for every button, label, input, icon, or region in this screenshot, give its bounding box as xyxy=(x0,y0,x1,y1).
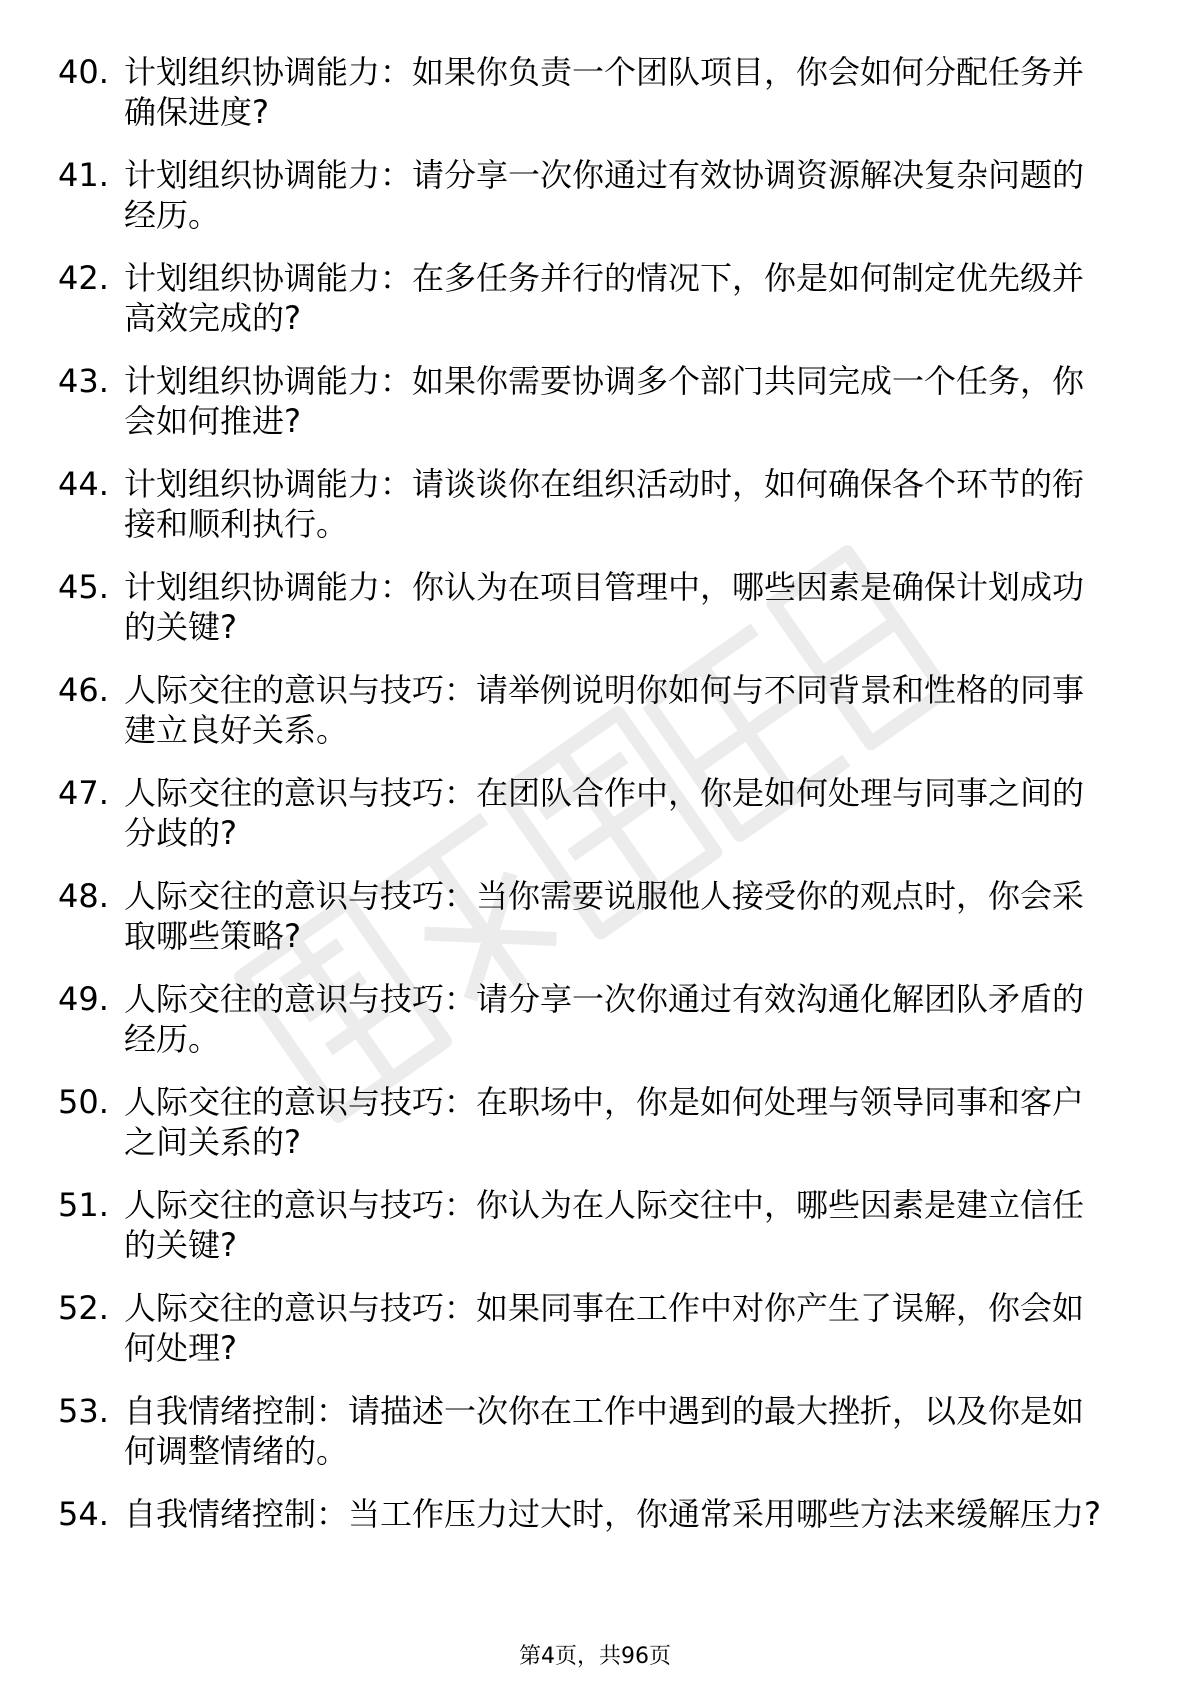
question-item xyxy=(58,876,1118,979)
question-text: 计划组织协调能力：请分享一次你通过有效协调资源解决复杂问题的经历。 xyxy=(124,156,1085,234)
question-number: 48. xyxy=(58,877,109,915)
question-text: 人际交往的意识与技巧：在团队合作中，你是如何处理与同事之间的分歧的? xyxy=(124,774,1085,852)
question-text: 人际交往的意识与技巧：在职场中，你是如何处理与领导同事和客户之间关系的? xyxy=(124,1083,1085,1161)
question-item xyxy=(58,52,1118,155)
question-item xyxy=(58,1185,1118,1288)
question-text: 人际交往的意识与技巧：请举例说明你如何与不同背景和性格的同事建立良好关系。 xyxy=(124,671,1085,749)
question-number: 43. xyxy=(58,362,109,400)
question-text: 人际交往的意识与技巧：你认为在人际交往中，哪些因素是建立信任的关键? xyxy=(124,1186,1085,1264)
question-list xyxy=(58,52,1118,1597)
question-text: 计划组织协调能力：请谈谈你在组织活动时，如何确保各个环节的衔接和顺利执行。 xyxy=(124,465,1085,543)
question-text: 自我情绪控制：请描述一次你在工作中遇到的最大挫折，以及你是如何调整情绪的。 xyxy=(124,1392,1085,1470)
question-number: 49. xyxy=(58,980,109,1018)
question-number: 45. xyxy=(58,568,109,606)
question-number: 40. xyxy=(58,53,109,91)
question-text: 自我情绪控制：当工作压力过大时，你通常采用哪些方法来缓解压力? xyxy=(124,1495,1101,1533)
question-text: 计划组织协调能力：如果你需要协调多个部门共同完成一个任务，你会如何推进? xyxy=(124,362,1085,440)
question-text: 计划组织协调能力：在多任务并行的情况下，你是如何制定优先级并高效完成的? xyxy=(124,259,1085,337)
question-number: 54. xyxy=(58,1495,109,1533)
question-item xyxy=(58,1494,1118,1597)
question-item xyxy=(58,979,1118,1082)
question-item xyxy=(58,1082,1118,1185)
question-number: 53. xyxy=(58,1392,109,1430)
question-item xyxy=(58,258,1118,361)
question-item xyxy=(58,361,1118,464)
question-number: 52. xyxy=(58,1289,109,1327)
question-item xyxy=(58,155,1118,258)
question-number: 44. xyxy=(58,465,109,503)
question-text: 人际交往的意识与技巧：如果同事在工作中对你产生了误解，你会如何处理? xyxy=(124,1289,1085,1367)
question-text: 计划组织协调能力：如果你负责一个团队项目，你会如何分配任务并确保进度? xyxy=(124,53,1085,131)
question-number: 50. xyxy=(58,1083,109,1121)
question-text: 人际交往的意识与技巧：当你需要说服他人接受你的观点时，你会采取哪些策略? xyxy=(124,877,1085,955)
question-number: 47. xyxy=(58,774,109,812)
question-text: 计划组织协调能力：你认为在项目管理中，哪些因素是确保计划成功的关键? xyxy=(124,568,1085,646)
question-number: 42. xyxy=(58,259,109,297)
page-number: 第4页，共96页 xyxy=(519,1644,671,1669)
question-number: 46. xyxy=(58,671,109,709)
question-number: 51. xyxy=(58,1186,109,1224)
question-text: 人际交往的意识与技巧：请分享一次你通过有效沟通化解团队矛盾的经历。 xyxy=(124,980,1085,1058)
question-item xyxy=(58,670,1118,773)
question-item xyxy=(58,464,1118,567)
question-item xyxy=(58,1288,1118,1391)
question-number: 41. xyxy=(58,156,109,194)
question-item xyxy=(58,773,1118,876)
question-item xyxy=(58,567,1118,670)
question-item xyxy=(58,1391,1118,1494)
